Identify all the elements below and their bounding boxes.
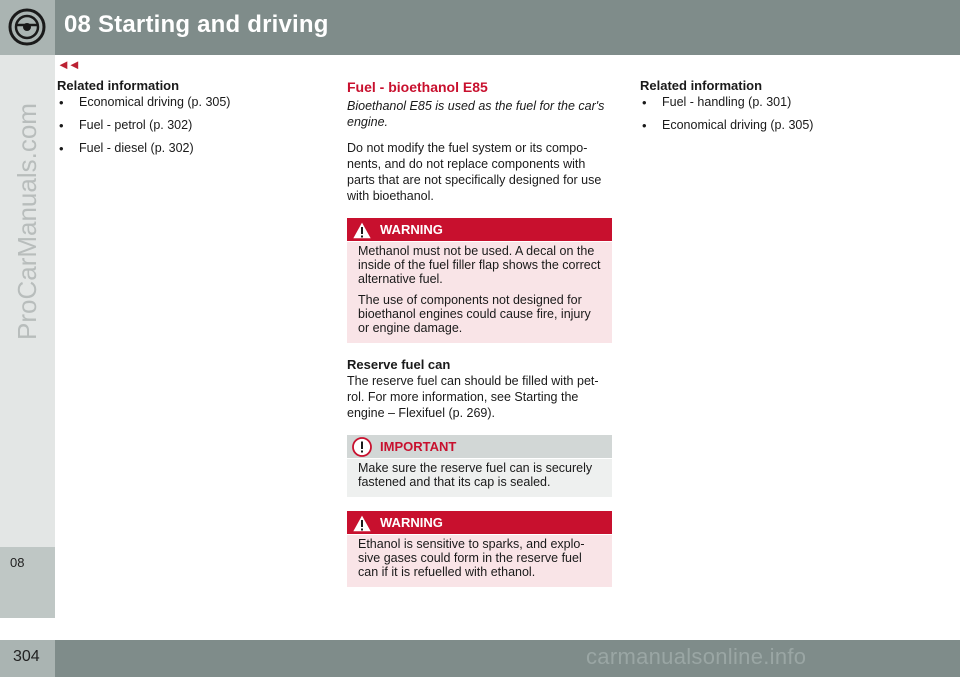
important-box	[347, 435, 612, 497]
related-info-column-3	[640, 78, 895, 141]
important-label: IMPORTANT	[380, 439, 457, 454]
warning-label: WARNING	[380, 222, 443, 237]
vertical-watermark-text: ProCarManuals.com	[12, 103, 42, 340]
warning-header	[347, 511, 612, 535]
chapter-tab[interactable]	[0, 547, 55, 618]
important-body	[347, 459, 612, 497]
warning-box	[347, 218, 612, 343]
warning-box	[347, 511, 612, 587]
page-number: 304	[13, 648, 40, 665]
warning-body	[347, 242, 612, 343]
related-info-title: Related information	[640, 78, 763, 93]
footer-watermark: carmanualsonline.info	[586, 644, 807, 669]
continued-arrows: ◄◄	[57, 57, 79, 72]
warning-body	[347, 535, 612, 587]
warning-triangle-icon	[350, 512, 374, 534]
related-info-list	[640, 95, 895, 133]
warning-triangle-icon	[350, 219, 374, 241]
related-info-column-1	[57, 78, 312, 164]
important-header	[347, 435, 612, 459]
chapter-tab-label: 08	[10, 555, 25, 570]
main-content-column	[347, 78, 612, 601]
section-paragraph: Do not modify the fuel system or its compo-nents, and do not replace components with parts that are not specifically designed for use with bioethanol.	[347, 141, 602, 203]
related-link[interactable]: • Fuel - petrol (p. 302)	[57, 118, 312, 133]
warning-header	[347, 218, 612, 242]
steering-wheel-icon	[8, 8, 46, 46]
chapter-title: 08 Starting and driving	[64, 11, 329, 38]
related-link[interactable]: • Economical driving (p. 305)	[640, 118, 895, 133]
warning-text: Ethanol is sensitive to sparks, and explo-sive gases could form in the reserve fuel can if it is refuelled with ethanol.	[358, 537, 585, 579]
related-info-list	[57, 95, 312, 156]
subsection-title: Reserve fuel can	[347, 357, 451, 372]
warning-text: Methanol must not be used. A decal on the inside of the fuel filler flap shows the correct alternative fuel.	[358, 244, 601, 286]
page-footer	[0, 640, 960, 677]
important-text: Make sure the reserve fuel can is securely fastened and that its cap is sealed.	[358, 461, 593, 489]
related-link[interactable]: • Fuel - handling (p. 301)	[640, 95, 895, 110]
related-link[interactable]: • Fuel - diesel (p. 302)	[57, 141, 312, 156]
logo-box	[0, 0, 55, 55]
section-intro: Bioethanol E85 is used as the fuel for the car's engine.	[347, 99, 605, 129]
section-title: Fuel - bioethanol E85	[347, 79, 488, 95]
warning-text: The use of components not designed for bioethanol engines could cause fire, injury or engine damage.	[358, 293, 591, 335]
subsection-paragraph: The reserve fuel can should be filled with pet-rol. For more information, see Starting the engine – Flexifuel (p. 269).	[347, 374, 599, 420]
warning-label: WARNING	[380, 515, 443, 530]
exclamation-circle-icon	[350, 436, 374, 458]
related-link[interactable]: • Economical driving (p. 305)	[57, 95, 312, 110]
related-info-title: Related information	[57, 78, 180, 93]
